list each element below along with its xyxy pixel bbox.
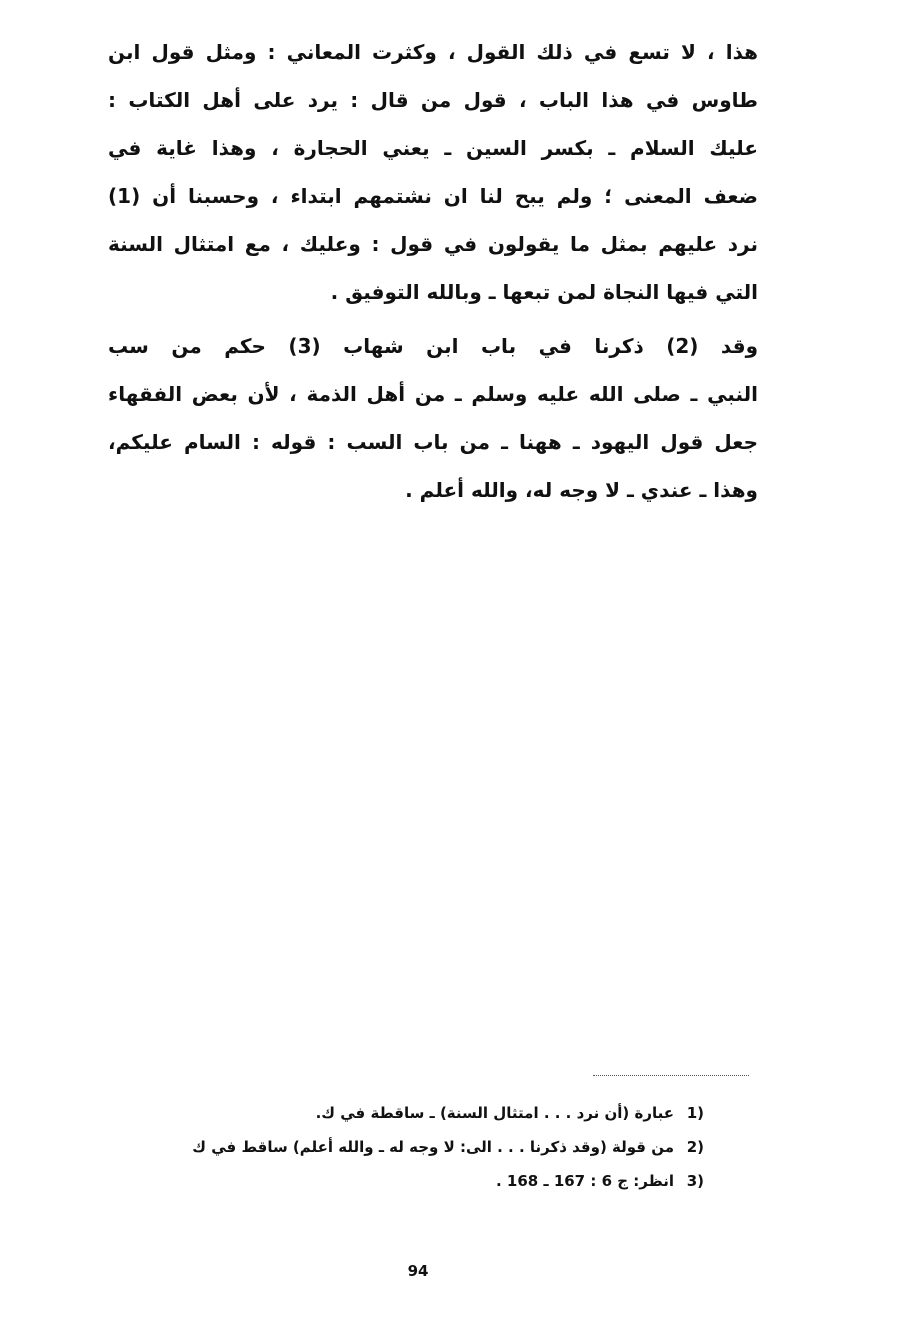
text-line: وهذا ـ عندي ـ لا وجه له، والله أعلم . — [405, 478, 758, 502]
text-line: نرد عليهم بمثل ما يقولون في قول : وعليك ، مع امتثال السنة — [108, 232, 758, 256]
page-number: 94 — [407, 1262, 429, 1280]
footnote-number: 3) — [686, 1172, 704, 1190]
footnote-text: عبارة (أن نرد . . . امتثال السنة) ـ ساقطة في ك. — [315, 1104, 674, 1122]
text-line: وقد (2) ذكرنا في باب ابن شهاب (3) حكم من سب — [108, 334, 758, 358]
footnote-number: 1) — [686, 1104, 704, 1122]
text-line: التي فيها النجاة لمن تبعها ـ وبالله التوفيق . — [330, 280, 758, 304]
body-paragraph-2 — [108, 322, 758, 514]
footnote-text: انظر: ج 6 : 167 ـ 168 . — [496, 1172, 674, 1190]
text-line: عليك السلام ـ بكسر السين ـ يعني الحجارة ، وهذا غاية في — [108, 136, 758, 160]
footnote-2 — [184, 1130, 704, 1164]
body-paragraph-1 — [108, 28, 758, 316]
footnote-text: من قولة (وقد ذكرنا . . . الى: لا وجه له ـ والله أعلم) ساقط في ك — [192, 1138, 674, 1156]
footnote-1 — [184, 1096, 704, 1130]
text-line: طاوس في هذا الباب ، قول من قال : يرد على أهل الكتاب : — [108, 88, 758, 112]
text-line: هذا ، لا تسع في ذلك القول ، وكثرت المعاني : ومثل قول ابن — [108, 40, 758, 64]
text-line: النبي ـ صلى الله عليه وسلم ـ من أهل الذمة ، لأن بعض الفقهاء — [108, 382, 758, 406]
footnote-separator — [593, 1075, 749, 1076]
text-line: جعل قول اليهود ـ ههنا ـ من باب السب : قوله : السام عليكم، — [108, 430, 758, 454]
footnotes — [184, 1096, 704, 1198]
footnote-3 — [184, 1164, 704, 1198]
text-line: ضعف المعنى ؛ ولم يبح لنا ان نشتمهم ابتداء ، وحسبنا أن (1) — [108, 184, 758, 208]
footnote-number: 2) — [686, 1138, 704, 1156]
